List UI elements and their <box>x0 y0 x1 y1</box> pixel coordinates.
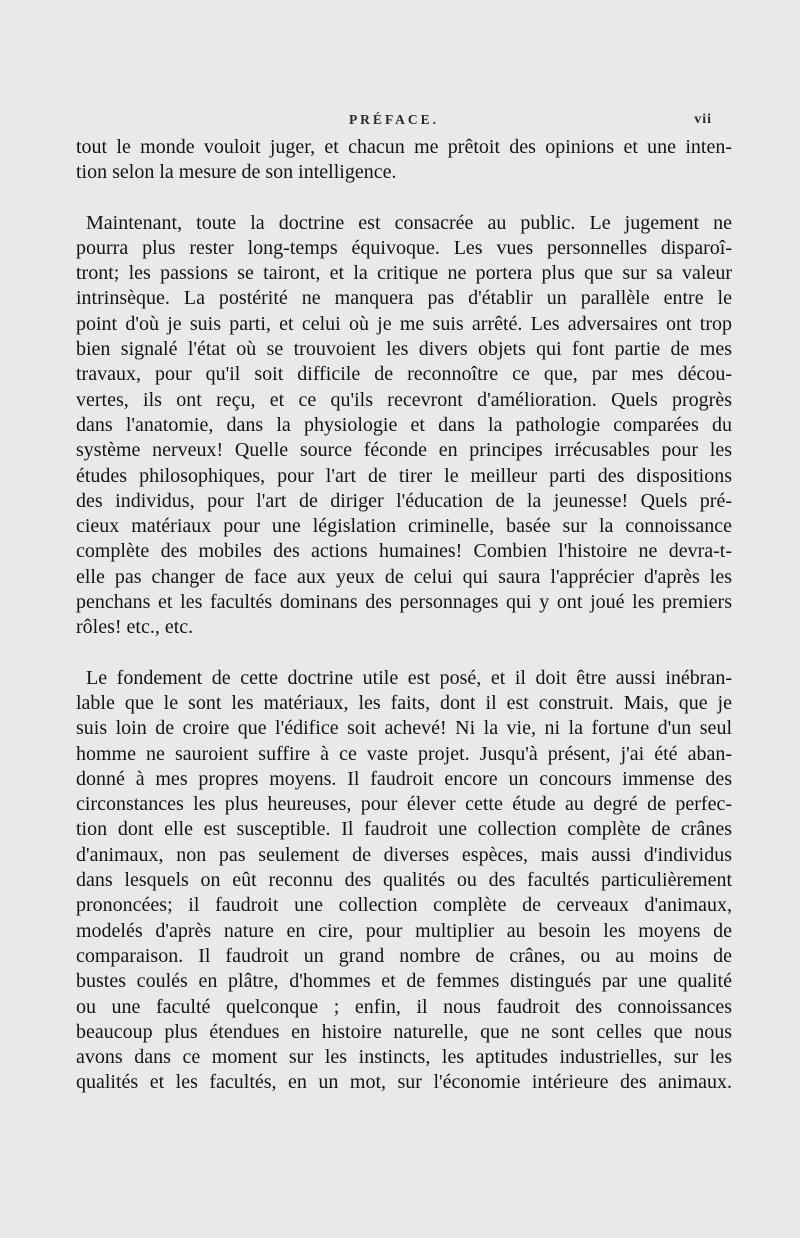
text-line: donné à mes propres moyens. Il faudroit encore un concours immense des <box>76 767 732 790</box>
text-line: tout le monde vouloit juger, et chacun me prêtoit des opinions et une inten- <box>76 136 732 158</box>
text-line: ou une faculté quelconque ; enfin, il nous faudroit des connoissances <box>76 995 732 1018</box>
text-line: beaucoup plus étendues en histoire naturelle, que ne sont celles que nous <box>76 1020 732 1043</box>
text-line: penchans et les facultés dominans des personnages qui y ont joué les premiers <box>76 591 732 614</box>
text-line: tion dont elle est susceptible. Il faudroit une collection complète de crânes <box>76 818 732 841</box>
text-line: rôles! etc., etc. <box>76 616 194 639</box>
text-line: elle pas changer de face aux yeux de celui qui saura l'apprécier d'après les <box>76 565 732 588</box>
text-line: comparaison. Il faudroit un grand nombre de crânes, ou au moins de <box>76 944 732 967</box>
paragraph-1 <box>76 135 732 186</box>
text-line: qualités et les facultés, en un mot, sur l'économie intérieure des animaux. <box>76 1071 732 1094</box>
page-number: vii <box>694 112 712 127</box>
paragraph-3 <box>76 666 732 1096</box>
text-line: travaux, pour qu'il soit difficile de reconnoître ce que, par mes décou- <box>76 363 732 386</box>
text-line: point d'où je suis parti, et celui où je me suis arrêté. Les adversaires ont trop <box>76 312 732 335</box>
text-line: dans lesquels on eût reconnu des qualités ou des facultés particulièrement <box>76 869 732 892</box>
text-line: modelés d'après nature en cire, pour multiplier au besoin les moyens de <box>76 919 732 942</box>
text-line: complète des mobiles des actions humaines! Combien l'histoire ne devra-t- <box>76 540 732 563</box>
text-line: cieux matériaux pour une législation criminelle, basée sur la connoissance <box>76 515 732 538</box>
text-line: circonstances les plus heureuses, pour élever cette étude au degré de perfec- <box>76 793 732 816</box>
text-line: bien signalé l'état où se trouvoient les divers objets qui font partie de mes <box>76 338 732 361</box>
text-line: Maintenant, toute la doctrine est consacrée au public. Le jugement ne <box>86 211 732 234</box>
body-text <box>76 135 732 1096</box>
text-line: avons dans ce moment sur les instincts, les aptitudes industrielles, sur les <box>76 1046 732 1069</box>
running-title: PRÉFACE. <box>348 112 440 127</box>
text-line: Le fondement de cette doctrine utile est posé, et il doit être aussi inébran- <box>86 666 732 689</box>
text-line: suis loin de croire que l'édifice soit achevé! Ni la vie, ni la fortune d'un seul <box>76 717 732 740</box>
text-line: homme ne sauroient suffire à ce vaste projet. Jusqu'à présent, j'ai été aban- <box>76 742 732 765</box>
text-line: prononcées; il faudroit une collection complète de cerveaux d'animaux, <box>76 894 732 917</box>
text-line: tront; les passions se tairont, et la critique ne portera plus que sur sa valeur <box>76 262 732 285</box>
text-line: bustes coulés en plâtre, d'hommes et de femmes distingués par une qualité <box>76 970 732 993</box>
text-line: vertes, ils ont reçu, et ce qu'ils recevront d'amélioration. Quels progrès <box>76 388 732 411</box>
text-line: d'animaux, non pas seulement de diverses espèces, mais aussi d'individus <box>76 843 732 866</box>
text-line: lable que le sont les matériaux, les faits, dont il est construit. Mais, que je <box>76 691 732 714</box>
text-line: des individus, pour l'art de diriger l'éducation de la jeunesse! Quels pré- <box>76 489 732 512</box>
text-line: études philosophiques, pour l'art de tirer le meilleur parti des dispositions <box>76 464 732 487</box>
text-line: dans l'anatomie, dans la physiologie et dans la pathologie comparées du <box>76 413 732 436</box>
paragraph-2 <box>76 211 732 641</box>
text-line: système nerveux! Quelle source féconde en principes irrécusables pour les <box>76 439 732 462</box>
text-line: pourra plus rester long-temps équivoque. Les vues personnelles disparoî- <box>76 236 732 259</box>
text-line: intrinsèque. La postérité ne manquera pas d'établir un parallèle entre le <box>76 287 732 310</box>
text-line: tion selon la mesure de son intelligence. <box>76 161 397 184</box>
running-head <box>76 112 712 132</box>
